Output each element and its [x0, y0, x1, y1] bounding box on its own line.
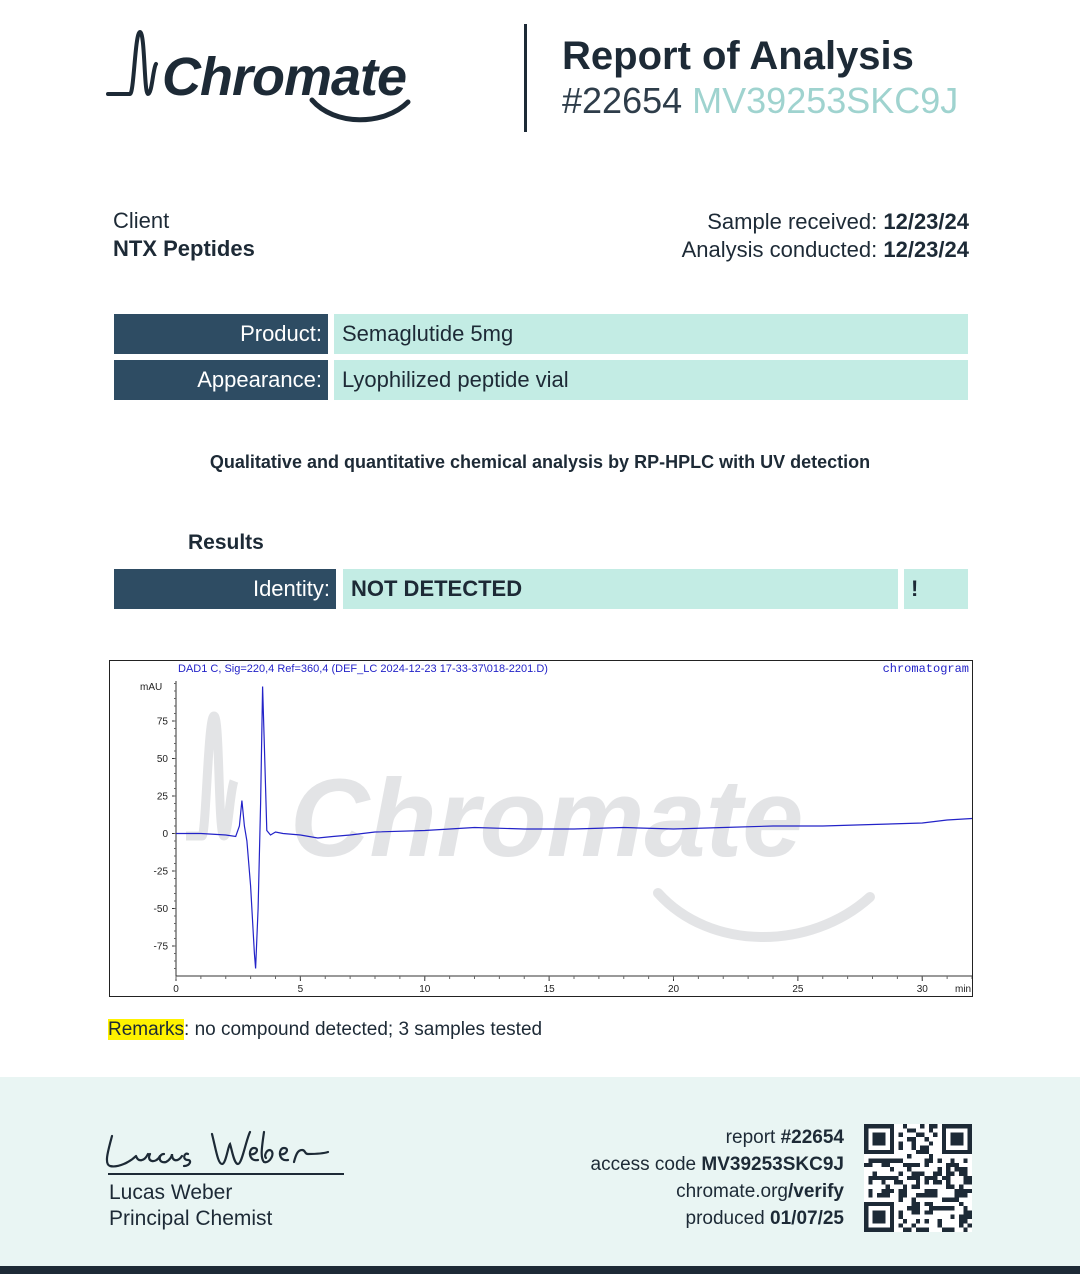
- received-label: Sample received:: [707, 209, 878, 234]
- remarks: [108, 1019, 542, 1041]
- qr-module: [933, 1124, 937, 1128]
- qr-module: [929, 1128, 933, 1132]
- qr-module: [955, 1189, 959, 1193]
- qr-module: [907, 1176, 911, 1180]
- qr-module: [963, 1210, 967, 1214]
- qr-module: [929, 1124, 933, 1128]
- qr-module: [933, 1172, 937, 1176]
- qr-module: [916, 1228, 920, 1232]
- qr-module: [899, 1159, 903, 1163]
- qr-module: [890, 1159, 894, 1163]
- qr-module: [907, 1128, 911, 1132]
- info-report: [591, 1124, 845, 1151]
- qr-module: [886, 1184, 890, 1188]
- signer-title: Principal Chemist: [109, 1207, 273, 1230]
- remarks-label: Remarks: [108, 1019, 185, 1040]
- y-tick-label: 50: [156, 754, 168, 765]
- qr-module: [868, 1176, 872, 1180]
- qr-module: [907, 1154, 911, 1158]
- qr-module: [950, 1184, 954, 1188]
- qr-module: [916, 1176, 920, 1180]
- qr-module: [899, 1146, 903, 1150]
- info-produced: [591, 1205, 845, 1232]
- qr-module: [868, 1193, 872, 1197]
- appearance-row: [114, 360, 968, 400]
- qr-module: [946, 1172, 950, 1176]
- qr-module: [920, 1146, 924, 1150]
- qr-module: [959, 1193, 963, 1197]
- appearance-value: Lyophilized peptide vial: [334, 360, 968, 400]
- sample-received: [682, 208, 969, 236]
- qr-module: [877, 1193, 881, 1197]
- qr-module: [903, 1228, 907, 1232]
- qr-module: [877, 1159, 881, 1163]
- qr-module: [924, 1202, 928, 1206]
- y-tick-label: 25: [156, 791, 168, 803]
- qr-module: [912, 1172, 916, 1176]
- signer-name: Lucas Weber: [109, 1181, 233, 1204]
- qr-module: [968, 1180, 972, 1184]
- qr-module: [946, 1167, 950, 1171]
- qr-module: [916, 1202, 920, 1206]
- qr-module: [959, 1167, 963, 1171]
- qr-module: [890, 1167, 894, 1171]
- qr-module: [963, 1167, 967, 1171]
- product-label: Product:: [114, 314, 328, 354]
- qr-module: [920, 1172, 924, 1176]
- qr-module: [968, 1223, 972, 1227]
- qr-module: [881, 1180, 885, 1184]
- qr-module: [899, 1210, 903, 1214]
- qr-module: [890, 1176, 894, 1180]
- qr-module: [968, 1210, 972, 1214]
- qr-module: [968, 1215, 972, 1219]
- qr-module: [937, 1167, 941, 1171]
- qr-module: [899, 1215, 903, 1219]
- qr-module: [937, 1180, 941, 1184]
- qr-module: [968, 1189, 972, 1193]
- qr-module: [868, 1180, 872, 1184]
- qr-module: [963, 1219, 967, 1223]
- report-number: #22654: [562, 80, 683, 121]
- x-tick-label: 5: [297, 984, 304, 995]
- watermark-smile: [658, 893, 870, 937]
- qr-module: [881, 1176, 885, 1180]
- qr-module: [937, 1223, 941, 1227]
- qr-module: [929, 1193, 933, 1197]
- info-access-label: access code: [590, 1154, 702, 1175]
- qr-module: [955, 1167, 959, 1171]
- analysis-conducted: [682, 236, 969, 264]
- qr-module: [886, 1176, 890, 1180]
- y-tick-label: -25: [153, 866, 168, 878]
- qr-module: [916, 1184, 920, 1188]
- qr-module: [946, 1184, 950, 1188]
- watermark-wordmark: Chromate: [290, 757, 804, 880]
- qr-module: [916, 1133, 920, 1137]
- qr-module: [920, 1124, 924, 1128]
- qr-module: [894, 1159, 898, 1163]
- qr-module: [950, 1197, 954, 1201]
- qr-module: [937, 1172, 941, 1176]
- verify-link[interactable]: [591, 1178, 845, 1205]
- qr-module: [959, 1219, 963, 1223]
- qr-module: [924, 1146, 928, 1150]
- qr-module: [955, 1193, 959, 1197]
- qr-module: [877, 1176, 881, 1180]
- qr-module: [886, 1159, 890, 1163]
- qr-module: [924, 1150, 928, 1154]
- qr-module: [946, 1197, 950, 1201]
- qr-module: [959, 1184, 963, 1188]
- qr-module: [920, 1193, 924, 1197]
- qr-module: [912, 1163, 916, 1167]
- qr-module: [907, 1228, 911, 1232]
- produced-date: 01/07/25: [770, 1208, 844, 1229]
- qr-module: [924, 1193, 928, 1197]
- access-code: MV39253SKC9J: [692, 80, 959, 121]
- qr-module: [963, 1176, 967, 1180]
- produced-label: produced: [685, 1208, 771, 1229]
- qr-module: [881, 1159, 885, 1163]
- qr-module: [894, 1176, 898, 1180]
- qr-module: [916, 1193, 920, 1197]
- qr-module: [903, 1163, 907, 1167]
- qr-module: [903, 1219, 907, 1223]
- qr-module: [963, 1193, 967, 1197]
- footer-bar: [0, 1266, 1080, 1274]
- appearance-label: Appearance:: [114, 360, 328, 400]
- qr-module: [955, 1197, 959, 1201]
- conducted-label: Analysis conducted:: [681, 237, 878, 262]
- qr-module: [899, 1180, 903, 1184]
- qr-module: [912, 1146, 916, 1150]
- qr-module: [950, 1228, 954, 1232]
- client-name: NTX Peptides: [113, 236, 255, 261]
- x-tick-label: 30: [916, 984, 928, 995]
- page-title: Report of Analysis: [562, 34, 914, 78]
- qr-module: [899, 1223, 903, 1227]
- qr-module: [942, 1197, 946, 1201]
- info-access: [591, 1151, 845, 1178]
- qr-module: [899, 1141, 903, 1145]
- qr-module: [959, 1223, 963, 1227]
- x-tick-label: 10: [419, 984, 431, 995]
- product-row: [114, 314, 968, 354]
- qr-module: [912, 1128, 916, 1132]
- qr-module: [886, 1189, 890, 1193]
- qr-module: [924, 1137, 928, 1141]
- qr-module: [946, 1206, 950, 1210]
- qr-module: [873, 1133, 886, 1146]
- logo-wordmark: Chromate: [162, 47, 407, 107]
- qr-module: [933, 1133, 937, 1137]
- qr-module: [912, 1137, 916, 1141]
- qr-module: [868, 1159, 872, 1163]
- qr-module: [924, 1210, 928, 1214]
- qr-module: [916, 1219, 920, 1223]
- qr-module: [937, 1159, 941, 1163]
- qr-module: [963, 1206, 967, 1210]
- report-identifier: [562, 80, 958, 122]
- y-tick-label: 0: [162, 829, 168, 840]
- qr-module: [873, 1172, 877, 1176]
- qr-module: [920, 1150, 924, 1154]
- qr-module: [946, 1180, 950, 1184]
- qr-module: [950, 1206, 954, 1210]
- results-heading: Results: [188, 531, 264, 554]
- identity-row: [114, 569, 968, 609]
- y-tick-label: -50: [153, 904, 168, 915]
- qr-module: [920, 1133, 924, 1137]
- qr-module: [924, 1159, 928, 1163]
- y-axis-label: mAU: [140, 682, 163, 693]
- client-label: Client: [113, 208, 170, 233]
- qr-module: [963, 1180, 967, 1184]
- qr-module: [959, 1172, 963, 1176]
- qr-module: [924, 1180, 928, 1184]
- qr-module: [950, 1215, 954, 1219]
- qr-module: [950, 1172, 954, 1176]
- qr-module: [912, 1206, 916, 1210]
- qr-module: [912, 1210, 916, 1214]
- qr-module: [929, 1206, 933, 1210]
- qr-module: [916, 1210, 920, 1214]
- qr-module: [933, 1180, 937, 1184]
- qr-module: [886, 1193, 890, 1197]
- method-description: Qualitative and quantitative chemical analysis by RP-HPLC with UV detection: [209, 452, 871, 472]
- qr-module: [929, 1189, 933, 1193]
- chromatogram-svg: [110, 661, 972, 996]
- remarks-text: : no compound detected; 3 samples tested: [184, 1019, 543, 1040]
- qr-module: [881, 1163, 885, 1167]
- verify-domain: chromate.org: [676, 1181, 789, 1202]
- chromatogram-chart: [109, 660, 973, 997]
- qr-module: [903, 1184, 907, 1188]
- qr-module: [907, 1137, 911, 1141]
- handwritten-signature: [100, 1126, 350, 1176]
- qr-module: [868, 1189, 872, 1193]
- qr-module: [959, 1202, 963, 1206]
- qr-module: [903, 1193, 907, 1197]
- qr-module: [916, 1172, 920, 1176]
- watermark-peak: [186, 716, 234, 836]
- qr-module: [924, 1219, 928, 1223]
- info-report-label: report: [725, 1127, 781, 1148]
- conducted-value: 12/23/24: [883, 237, 969, 262]
- qr-module: [899, 1189, 903, 1193]
- qr-module: [899, 1172, 903, 1176]
- qr-module: [873, 1159, 877, 1163]
- qr-module: [907, 1206, 911, 1210]
- qr-module: [942, 1228, 946, 1232]
- chart-title: DAD1 C, Sig=220,4 Ref=360,4 (DEF_LC 2024-12-23 17-33-37\018-2201.D): [178, 663, 548, 675]
- qr-module: [894, 1180, 898, 1184]
- header-divider: [524, 24, 527, 132]
- x-tick-label: 25: [792, 984, 804, 995]
- qr-module: [907, 1163, 911, 1167]
- qr-module: [929, 1159, 933, 1163]
- qr-module: [864, 1163, 868, 1167]
- qr-module: [933, 1176, 937, 1180]
- qr-module: [929, 1202, 933, 1206]
- signature-line: [108, 1173, 344, 1175]
- y-tick-label: 75: [156, 716, 168, 728]
- verify-path: /verify: [788, 1181, 844, 1202]
- qr-module: [933, 1189, 937, 1193]
- qr-module: [912, 1184, 916, 1188]
- qr-module: [950, 1159, 954, 1163]
- x-tick-label: 15: [543, 984, 555, 995]
- qr-module: [968, 1176, 972, 1180]
- qr-module: [955, 1163, 959, 1167]
- qr-module: [924, 1189, 928, 1193]
- info-report-number: #22654: [780, 1127, 844, 1148]
- qr-module: [946, 1176, 950, 1180]
- qr-module: [899, 1193, 903, 1197]
- x-axis-label: min: [955, 984, 972, 995]
- qr-module: [924, 1176, 928, 1180]
- qr-module: [912, 1141, 916, 1145]
- chart-corner-label: chromatogram: [882, 662, 969, 676]
- qr-module: [916, 1150, 920, 1154]
- qr-module: [899, 1133, 903, 1137]
- product-value: Semaglutide 5mg: [334, 314, 968, 354]
- qr-module: [868, 1163, 872, 1167]
- sample-dates: [682, 208, 969, 264]
- qr-module: [933, 1206, 937, 1210]
- x-tick-label: 20: [667, 984, 680, 995]
- qr-module: [959, 1215, 963, 1219]
- qr-module: [903, 1189, 907, 1193]
- qr-module: [933, 1193, 937, 1197]
- qr-module: [950, 1163, 954, 1167]
- qr-module: [937, 1206, 941, 1210]
- qr-module: [942, 1176, 946, 1180]
- info-access-code: MV39253SKC9J: [701, 1154, 844, 1175]
- qr-module: [899, 1197, 903, 1201]
- y-tick-label: -75: [153, 941, 168, 953]
- qr-module: [963, 1172, 967, 1176]
- qr-module: [890, 1189, 894, 1193]
- qr-module: [886, 1163, 890, 1167]
- qr-module: [912, 1223, 916, 1227]
- qr-module: [873, 1210, 886, 1223]
- x-tick-label: 0: [173, 984, 179, 995]
- qr-module: [916, 1180, 920, 1184]
- qr-module: [924, 1228, 928, 1232]
- qr-module: [929, 1141, 933, 1145]
- qr-module: [963, 1159, 967, 1163]
- qr-module: [907, 1167, 911, 1171]
- warning-flag: !: [904, 569, 968, 609]
- report-info: [591, 1124, 845, 1232]
- qr-module: [881, 1189, 885, 1193]
- received-value: 12/23/24: [883, 209, 969, 234]
- qr-module: [929, 1176, 933, 1180]
- qr-module: [912, 1202, 916, 1206]
- identity-value: NOT DETECTED: [343, 569, 898, 609]
- chromate-logo: [104, 28, 434, 132]
- qr-module: [946, 1163, 950, 1167]
- qr-module: [963, 1228, 967, 1232]
- qr-module: [963, 1215, 967, 1219]
- qr-module: [903, 1124, 907, 1128]
- qr-module: [916, 1206, 920, 1210]
- qr-module: [924, 1163, 928, 1167]
- identity-label: Identity:: [114, 569, 336, 609]
- qr-module: [916, 1163, 920, 1167]
- qr-module: [920, 1228, 924, 1232]
- qr-code-icon[interactable]: [864, 1124, 972, 1232]
- qr-module: [942, 1206, 946, 1210]
- qr-module: [881, 1193, 885, 1197]
- qr-module: [963, 1189, 967, 1193]
- qr-module: [912, 1197, 916, 1201]
- qr-module: [912, 1176, 916, 1180]
- qr-module: [937, 1219, 941, 1223]
- qr-module: [950, 1133, 963, 1146]
- qr-module: [873, 1176, 877, 1180]
- qr-module: [959, 1189, 963, 1193]
- qr-module: [946, 1228, 950, 1232]
- qr-module: [929, 1210, 933, 1214]
- qr-module: [929, 1154, 933, 1158]
